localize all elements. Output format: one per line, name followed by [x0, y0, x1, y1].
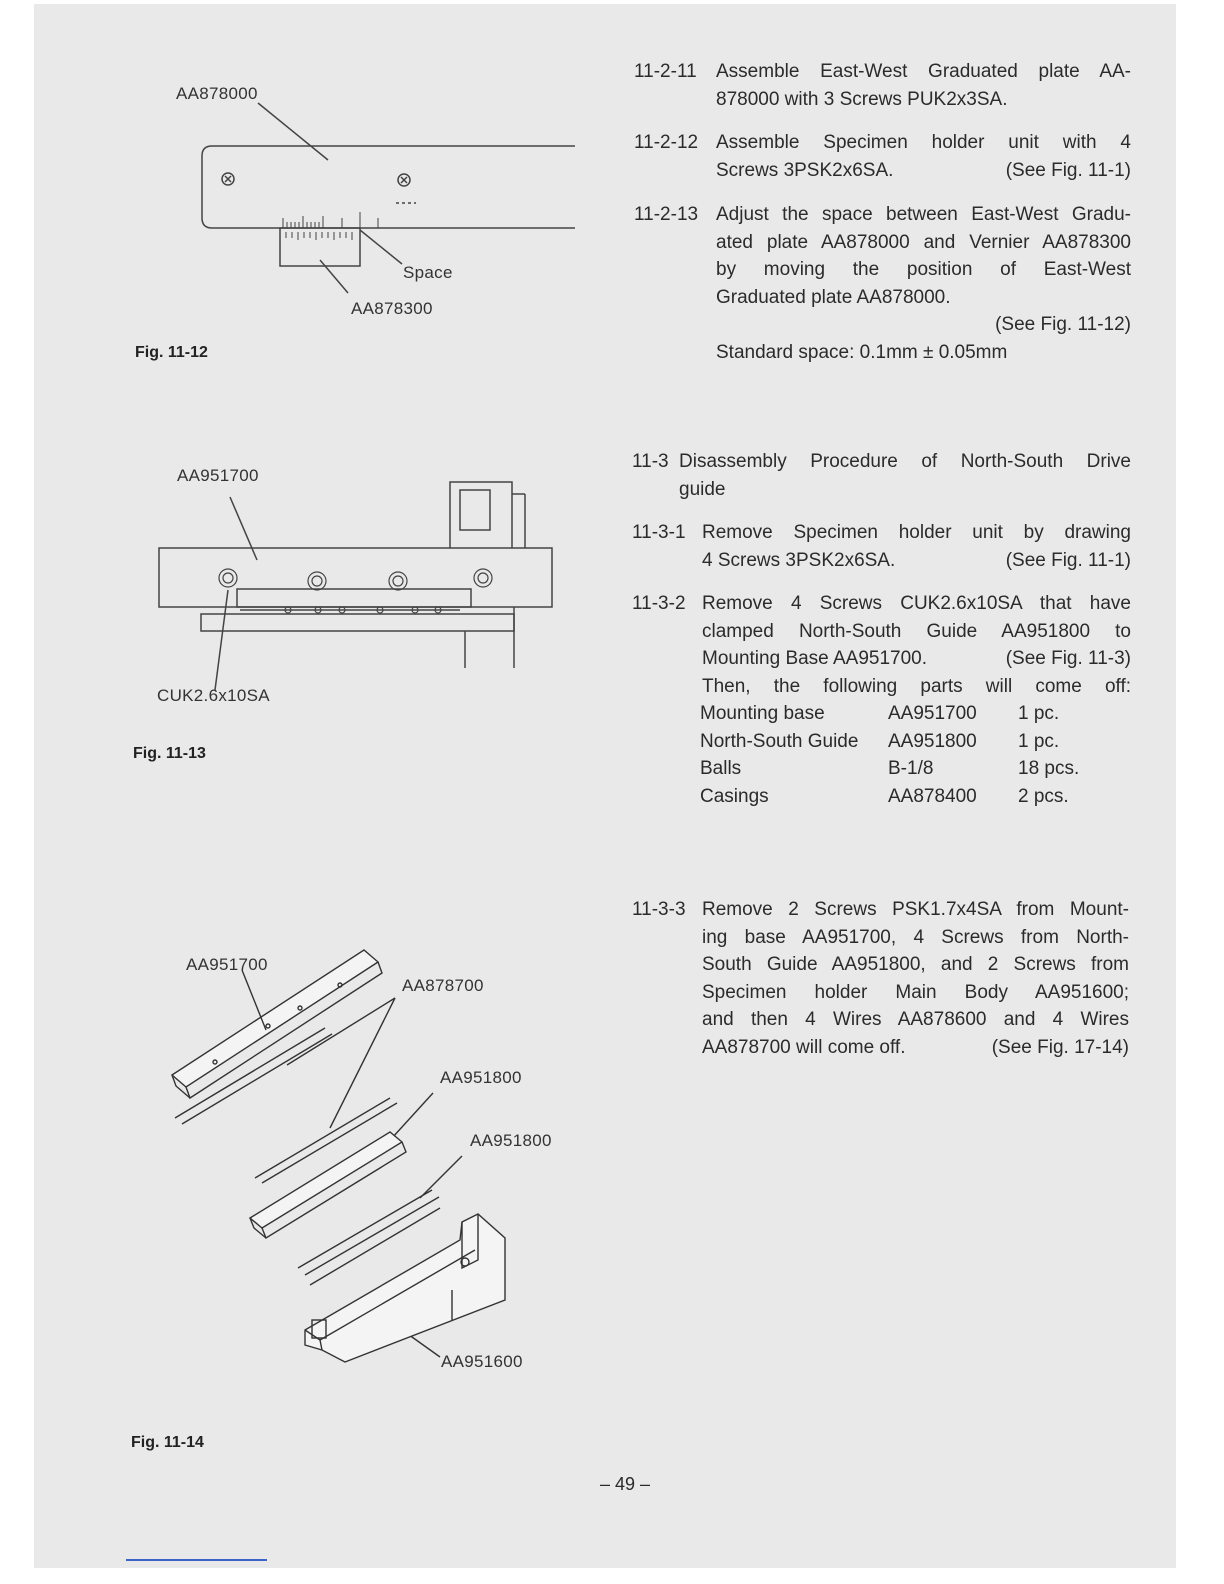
section-number: 11-3: [632, 451, 669, 472]
part-name: Balls: [700, 758, 742, 779]
fig-11-13-caption: Fig. 11-13: [133, 745, 206, 762]
part-qty: 2 pcs.: [1018, 785, 1069, 807]
step-text: Remove 4 Screws CUK2.6x10SA that have: [702, 593, 1131, 614]
fig-reference: (See Fig. 11-1): [1005, 549, 1131, 571]
page-number: – 49 –: [600, 1474, 651, 1494]
fig-reference: (See Fig. 11-1): [1005, 159, 1131, 181]
step-text: clamped North-South Guide AA951800 to: [702, 620, 1131, 642]
part-qty: 1 pc.: [1018, 730, 1060, 752]
part-name: North-South Guide: [700, 730, 859, 752]
label-base: AA951700: [186, 955, 268, 974]
label-guide-2: AA951800: [470, 1131, 552, 1150]
scan-edge-mark: [126, 1559, 267, 1561]
part-name: Casings: [700, 785, 769, 807]
step-text: and then 4 Wires AA878600 and 4 Wires: [702, 1009, 1129, 1030]
label-wire: AA878700: [402, 976, 484, 995]
part-qty: 1 pc.: [1018, 703, 1060, 724]
parts-list: [700, 700, 1079, 810]
fig-reference: (See Fig. 11-3): [1005, 648, 1131, 669]
step-text: Then, the following parts will come off:: [702, 675, 1131, 697]
label-guide-1: AA951800: [440, 1068, 522, 1087]
step-text: Graduated plate AA878000.: [716, 286, 951, 308]
step-text: Mounting Base AA951700.: [702, 648, 928, 669]
step-number: 11-2-11: [634, 61, 697, 82]
step-text: by moving the position of East-West: [716, 259, 1131, 280]
part-qty: 18 pcs.: [1018, 758, 1080, 779]
label-mounting-base: AA951700: [177, 466, 259, 485]
fig-reference: (See Fig. 11-12): [995, 314, 1131, 335]
part-code: B-1/8: [888, 758, 934, 779]
fig-reference: (See Fig. 17-14): [991, 1036, 1129, 1058]
label-screw: CUK2.6x10SA: [157, 686, 270, 705]
part-code: AA951700: [888, 703, 977, 724]
step-number: 11-3-2: [632, 593, 686, 614]
step-text: Remove 2 Screws PSK1.7x4SA from Mount-: [702, 899, 1129, 920]
step-text: Assemble East-West Graduated plate AA-: [716, 61, 1131, 82]
step-text: Screws 3PSK2x6SA.: [716, 159, 894, 181]
label-main-body: AA951600: [441, 1352, 523, 1371]
step-text: Assemble Specimen holder unit with 4: [716, 132, 1131, 153]
part-code: AA878400: [888, 785, 977, 807]
step-number: 11-3-1: [632, 522, 686, 543]
step-number: 11-2-12: [634, 132, 699, 153]
part-code: AA951800: [888, 730, 977, 752]
fig-11-12-caption: Fig. 11-12: [135, 344, 208, 361]
step-text: ing base AA951700, 4 Screws from North-: [702, 926, 1129, 948]
parts-row: [700, 755, 1079, 783]
label-vernier: AA878300: [351, 299, 433, 318]
section-title: Disassembly Procedure of North-South Drive: [679, 451, 1131, 472]
step-text: 878000 with 3 Screws PUK2x3SA.: [716, 88, 1008, 110]
step-text: South Guide AA951800, and 2 Screws from: [702, 954, 1129, 975]
label-graduated-plate: AA878000: [176, 84, 258, 103]
step-text: Remove Specimen holder unit by drawing: [702, 522, 1131, 543]
step-number: 11-3-3: [632, 899, 686, 920]
step-text: 4 Screws 3PSK2x6SA.: [702, 549, 896, 571]
step-text: Specimen holder Main Body AA951600;: [702, 981, 1129, 1003]
section-title: guide: [679, 478, 726, 500]
part-name: Mounting base: [700, 703, 825, 724]
label-space: Space: [403, 263, 453, 282]
parts-row: [700, 783, 1079, 811]
step-text: Adjust the space between East-West Gradu-: [716, 204, 1131, 225]
step-text: ated plate AA878000 and Vernier AA878300: [716, 231, 1131, 253]
fig-11-14-caption: Fig. 11-14: [131, 1434, 204, 1451]
parts-row: [700, 728, 1079, 756]
step-text: AA878700 will come off.: [702, 1036, 906, 1058]
standard-space: Standard space: 0.1mm ± 0.05mm: [716, 341, 1008, 363]
step-number: 11-2-13: [634, 204, 699, 225]
fig-11-14-drawing: [0, 0, 1, 1]
parts-row: [700, 700, 1079, 728]
